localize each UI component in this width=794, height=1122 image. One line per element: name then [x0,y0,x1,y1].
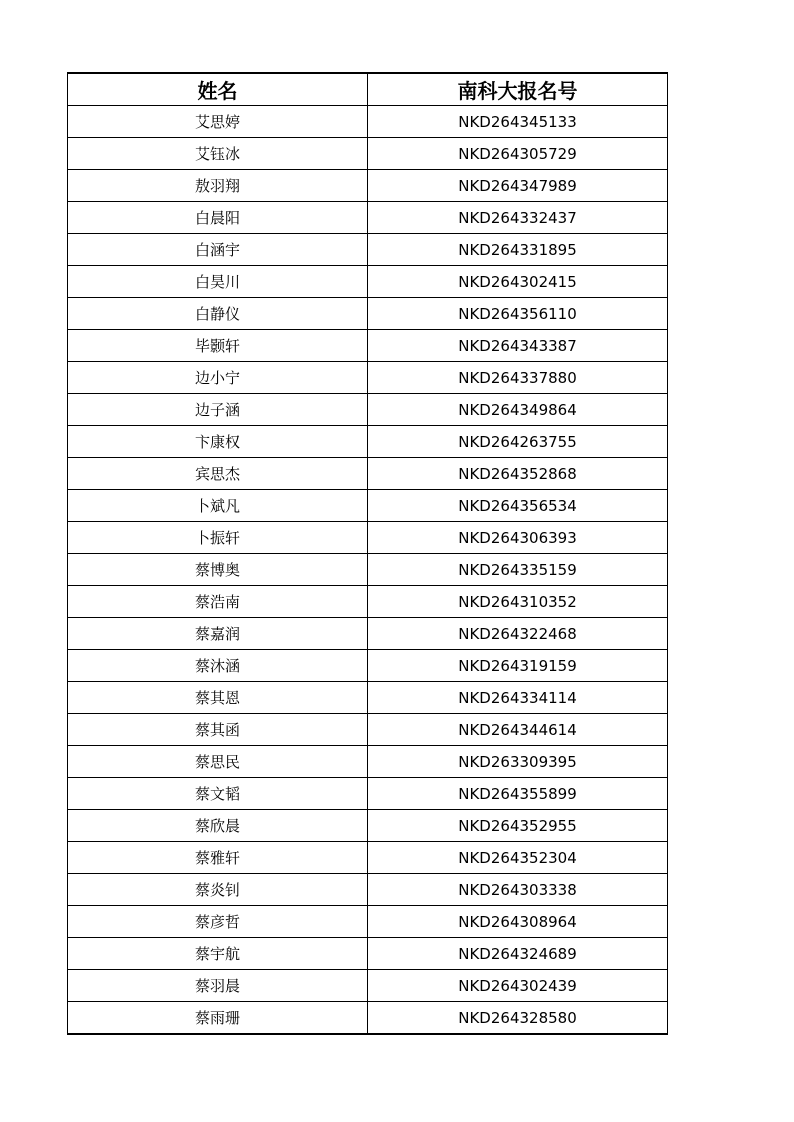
cell-registration-number: NKD264343387 [368,330,668,362]
cell-name: 蔡浩南 [68,586,368,618]
table-row [68,1002,668,1035]
cell-registration-number: NKD264324689 [368,938,668,970]
roster-table [67,72,668,1035]
cell-name: 蔡炎钊 [68,874,368,906]
header-registration-number: 南科大报名号 [368,73,668,106]
table-row [68,362,668,394]
cell-registration-number: NKD264263755 [368,426,668,458]
table-row [68,938,668,970]
cell-registration-number: NKD264337880 [368,362,668,394]
cell-name: 蔡文韬 [68,778,368,810]
cell-name: 蔡嘉润 [68,618,368,650]
table-row [68,330,668,362]
cell-registration-number: NKD264356534 [368,490,668,522]
cell-name: 蔡欣晨 [68,810,368,842]
cell-registration-number: NKD264352955 [368,810,668,842]
cell-registration-number: NKD264334114 [368,682,668,714]
cell-registration-number: NKD264355899 [368,778,668,810]
table-row [68,394,668,426]
table-row [68,522,668,554]
table-row [68,810,668,842]
cell-name: 蔡宇航 [68,938,368,970]
cell-name: 蔡雅轩 [68,842,368,874]
cell-registration-number: NKD264352868 [368,458,668,490]
table-row [68,842,668,874]
cell-registration-number: NKD264302439 [368,970,668,1002]
cell-name: 蔡其函 [68,714,368,746]
cell-registration-number: NKD264310352 [368,586,668,618]
cell-registration-number: NKD264356110 [368,298,668,330]
cell-registration-number: NKD264345133 [368,106,668,138]
table-row [68,458,668,490]
cell-name: 蔡彦哲 [68,906,368,938]
table-row [68,426,668,458]
table-row [68,682,668,714]
table-row [68,970,668,1002]
cell-registration-number: NKD264303338 [368,874,668,906]
cell-name: 卞康权 [68,426,368,458]
table-row [68,170,668,202]
cell-name: 白涵宇 [68,234,368,266]
table-row [68,618,668,650]
cell-registration-number: NKD264305729 [368,138,668,170]
cell-name: 蔡其恩 [68,682,368,714]
cell-name: 艾钰冰 [68,138,368,170]
table-row [68,778,668,810]
table-row [68,746,668,778]
cell-name: 蔡思民 [68,746,368,778]
table-row [68,298,668,330]
table-row [68,874,668,906]
table-body [68,106,668,1035]
table-row [68,266,668,298]
table-header [68,73,668,106]
cell-name: 边小宁 [68,362,368,394]
table-row [68,202,668,234]
cell-name: 白晨阳 [68,202,368,234]
cell-registration-number: NKD264308964 [368,906,668,938]
table-row [68,586,668,618]
cell-registration-number: NKD264347989 [368,170,668,202]
cell-name: 蔡雨珊 [68,1002,368,1035]
table-row [68,490,668,522]
cell-registration-number: NKD264352304 [368,842,668,874]
cell-name: 卜振轩 [68,522,368,554]
table-row [68,650,668,682]
cell-name: 蔡博奥 [68,554,368,586]
cell-name: 毕颢轩 [68,330,368,362]
table-row [68,906,668,938]
table-row [68,234,668,266]
cell-registration-number: NKD264335159 [368,554,668,586]
cell-registration-number: NKD264344614 [368,714,668,746]
cell-registration-number: NKD264306393 [368,522,668,554]
cell-registration-number: NKD264302415 [368,266,668,298]
cell-name: 艾思婷 [68,106,368,138]
cell-name: 蔡羽晨 [68,970,368,1002]
cell-registration-number: NKD264328580 [368,1002,668,1035]
cell-registration-number: NKD264332437 [368,202,668,234]
table-row [68,106,668,138]
cell-registration-number: NKD264349864 [368,394,668,426]
cell-name: 边子涵 [68,394,368,426]
cell-registration-number: NKD264322468 [368,618,668,650]
cell-registration-number: NKD264331895 [368,234,668,266]
table-row [68,554,668,586]
cell-name: 蔡沐涵 [68,650,368,682]
cell-name: 白昊川 [68,266,368,298]
header-name: 姓名 [68,73,368,106]
table-row [68,138,668,170]
cell-name: 卜斌凡 [68,490,368,522]
cell-name: 白静仪 [68,298,368,330]
cell-registration-number: NKD264319159 [368,650,668,682]
table-row [68,714,668,746]
header-row [68,73,668,106]
cell-name: 宾思杰 [68,458,368,490]
cell-registration-number: NKD263309395 [368,746,668,778]
cell-name: 敖羽翔 [68,170,368,202]
